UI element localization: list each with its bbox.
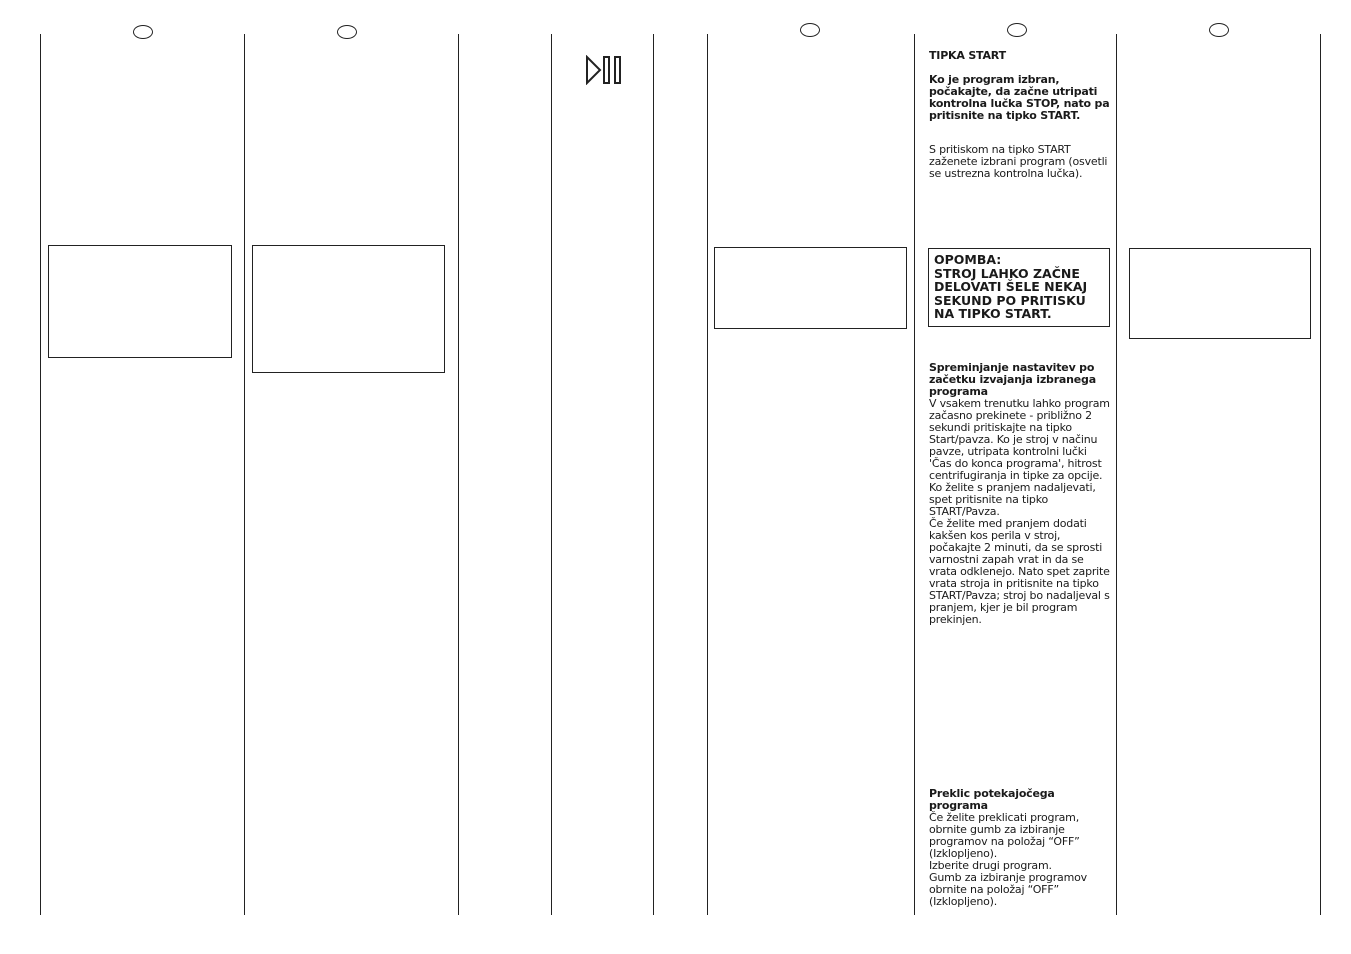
cancel-program-section xyxy=(929,788,1111,908)
note-box xyxy=(928,248,1110,327)
section3-para2: Izberite drugi program. xyxy=(929,859,1052,872)
section-title: TIPKA START xyxy=(929,49,1006,62)
column-divider xyxy=(653,34,654,915)
section2-title: Spreminjanje nastavitev po začetku izvajanja izbranega programa xyxy=(929,361,1096,398)
section3-para1: Če želite preklicati program, obrnite gumb za izbiranje programov na položaj “OFF” (Izklopljeno). xyxy=(929,811,1080,860)
play-pause-icon xyxy=(585,55,625,85)
note-body: STROJ LAHKO ZAČNE DELOVATI ŠELE NEKAJ SEKUND PO PRITISKU NA TIPKO START. xyxy=(934,265,1088,321)
language-marker-circle xyxy=(337,25,357,39)
intro-text: S pritiskom na tipko START zaženete izbrani program (osvetli se ustrezna kontrolna lučka). xyxy=(929,143,1108,180)
section3-para3: Gumb za izbiranje programov obrnite na položaj “OFF” (Izklopljeno). xyxy=(929,871,1087,908)
column-divider xyxy=(707,34,708,915)
language-marker-circle xyxy=(1209,23,1229,37)
language-marker-circle xyxy=(800,23,820,37)
column-divider xyxy=(1320,34,1321,915)
intro-bold: Ko je program izbran, počakajte, da začne utripati kontrolna lučka STOP, nato pa pritisnite na tipko START. xyxy=(929,73,1110,122)
column-divider xyxy=(40,34,41,915)
column-divider xyxy=(244,34,245,915)
change-settings-section xyxy=(929,362,1111,626)
column-divider xyxy=(1116,34,1117,915)
empty-note-box xyxy=(48,245,232,358)
empty-note-box xyxy=(714,247,907,329)
language-marker-circle xyxy=(133,25,153,39)
column-divider xyxy=(551,34,552,915)
empty-note-box xyxy=(252,245,445,373)
start-button-section xyxy=(929,50,1111,180)
section2-para1: V vsakem trenutku lahko program začasno prekinete - približno 2 sekundi pritiskajte na tipko Start/pavza. Ko je stroj v načinu pavze, utripata kontrolni lučki 'Čas do konca programa', hitrost centrifugiranja in tipke za opcije. Ko želite s pranjem nadaljevati, spet pritisnite na tipko START/Pavza. xyxy=(929,397,1110,518)
column-divider xyxy=(458,34,459,915)
section3-title: Preklic potekajočega programa xyxy=(929,787,1055,812)
column-divider xyxy=(914,34,915,915)
note-heading: OPOMBA: xyxy=(934,252,1002,267)
empty-note-box xyxy=(1129,248,1311,339)
language-marker-circle xyxy=(1007,23,1027,37)
section2-para2: Če želite med pranjem dodati kakšen kos perila v stroj, počakajte 2 minuti, da se sprosti varnostni zapah vrat in da se vrata odklenejo. Nato spet zaprite vrata stroja in pritisnite na tipko START/Pavza; stroj bo nadaljeval s pranjem, kjer je bil program prekinjen. xyxy=(929,517,1110,626)
